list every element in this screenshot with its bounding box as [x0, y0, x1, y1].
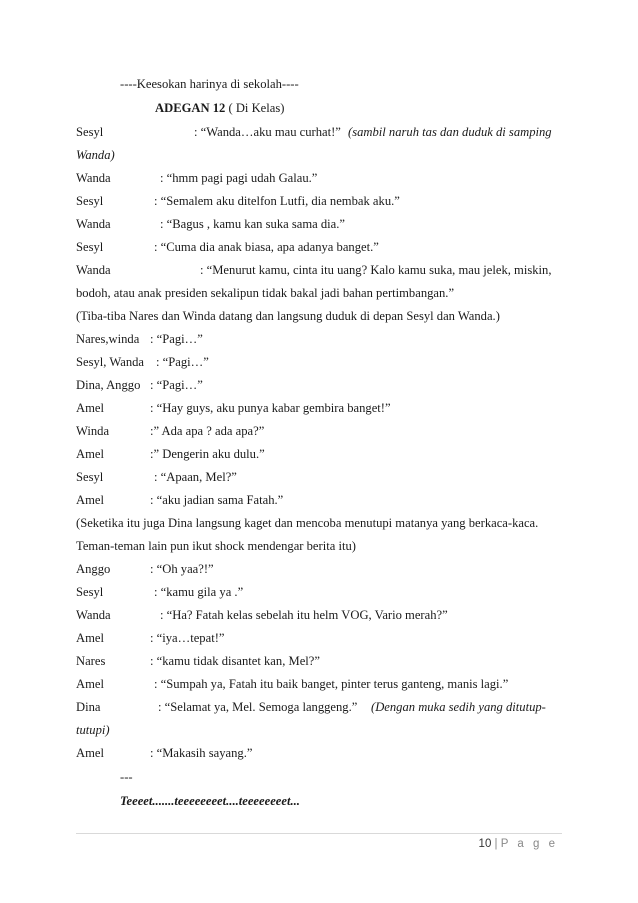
speaker: Sesyl, Wanda: [76, 355, 145, 369]
speaker: Anggo: [76, 562, 111, 576]
dialogue-text: : “Apaan, Mel?”: [154, 470, 237, 484]
closing-sound: Teeeet.......teeeeeeeet....teeeeeeeet...: [120, 794, 300, 808]
dialogue-text: :” Dengerin aku dulu.”: [150, 447, 265, 461]
speaker: Amel: [76, 493, 104, 507]
dashes: ---: [120, 770, 133, 784]
speaker: Amel: [76, 447, 104, 461]
stage-note: (Seketika itu juga Dina langsung kaget dan mencoba menutupi matanya yang berkaca-kaca.: [76, 516, 539, 530]
scene-heading-title: ADEGAN 12: [155, 101, 226, 115]
dialogue-text: : “Oh yaa?!”: [150, 562, 214, 576]
footer-divider: [76, 833, 562, 834]
speaker: Wanda: [76, 217, 111, 231]
dialogue-text: : “Sumpah ya, Fatah itu baik banget, pinter terus ganteng, manis lagi.”: [154, 677, 509, 691]
scene-intro: ----Keesokan harinya di sekolah----: [120, 77, 299, 91]
speaker: Amel: [76, 677, 104, 691]
speaker: Sesyl: [76, 240, 104, 254]
speaker: Sesyl: [76, 125, 104, 139]
dialogue-text: : “Selamat ya, Mel. Semoga langgeng.”: [158, 700, 358, 714]
stage-direction: (sambil naruh tas dan duduk di samping: [348, 125, 552, 139]
dialogue-text: : “aku jadian sama Fatah.”: [150, 493, 284, 507]
dialogue-text: : “Hay guys, aku punya kabar gembira banget!”: [150, 401, 391, 415]
dialogue-text-continued: bodoh, atau anak presiden sekalipun tidak bakal jadi bahan pertimbangan.”: [76, 286, 455, 300]
speaker: Dina, Anggo: [76, 378, 141, 392]
scene-heading-location: ( Di Kelas): [228, 101, 285, 115]
page-number: 10: [478, 838, 492, 850]
page-footer: [479, 838, 558, 850]
speaker: Winda: [76, 424, 110, 438]
speaker: Nares: [76, 654, 106, 668]
speaker: Amel: [76, 631, 104, 645]
stage-direction: (Dengan muka sedih yang ditutup-: [371, 700, 546, 714]
speaker: Nares,winda: [76, 332, 140, 346]
dialogue-text: : “Pagi…”: [150, 332, 203, 346]
dialogue-text: : “Ha? Fatah kelas sebelah itu helm VOG, Vario merah?”: [160, 608, 448, 622]
stage-note: (Tiba-tiba Nares dan Winda datang dan langsung duduk di depan Sesyl dan Wanda.): [76, 309, 500, 323]
dialogue-text: : “iya…tepat!”: [150, 631, 225, 645]
speaker: Amel: [76, 746, 104, 760]
footer-separator: |: [494, 838, 498, 850]
dialogue-text: : “Bagus , kamu kan suka sama dia.”: [160, 217, 346, 231]
dialogue-text: : “Menurut kamu, cinta itu uang? Kalo kamu suka, mau jelek, miskin,: [200, 263, 552, 277]
page-label: P a g e: [500, 838, 558, 850]
speaker: Dina: [76, 700, 101, 714]
stage-direction-continued: tutupi): [76, 723, 110, 737]
dialogue-text: : “Wanda…aku mau curhat!”: [194, 125, 341, 139]
dialogue-text: : “hmm pagi pagi udah Galau.”: [160, 171, 318, 185]
dialogue-text: : “Pagi…”: [156, 355, 209, 369]
speaker: Wanda: [76, 608, 111, 622]
dialogue-text: : “Pagi…”: [150, 378, 203, 392]
dialogue-text: : “kamu tidak disantet kan, Mel?”: [150, 654, 320, 668]
dialogue-text: : “Makasih sayang.”: [150, 746, 253, 760]
dialogue-text: : “Semalem aku ditelfon Lutfi, dia nembak aku.”: [154, 194, 400, 208]
speaker: Wanda: [76, 171, 111, 185]
speaker: Wanda: [76, 263, 111, 277]
scene-heading: [155, 100, 638, 116]
stage-note-continued: Teman-teman lain pun ikut shock mendengar berita itu): [76, 539, 356, 553]
dialogue-text: : “Cuma dia anak biasa, apa adanya banget.”: [154, 240, 379, 254]
speaker: Sesyl: [76, 585, 104, 599]
dialogue-text: : “kamu gila ya .”: [154, 585, 244, 599]
speaker: Sesyl: [76, 470, 104, 484]
stage-direction-continued: Wanda): [76, 148, 115, 162]
speaker: Sesyl: [76, 194, 104, 208]
speaker: Amel: [76, 401, 104, 415]
dialogue-text: :” Ada apa ? ada apa?”: [150, 424, 265, 438]
